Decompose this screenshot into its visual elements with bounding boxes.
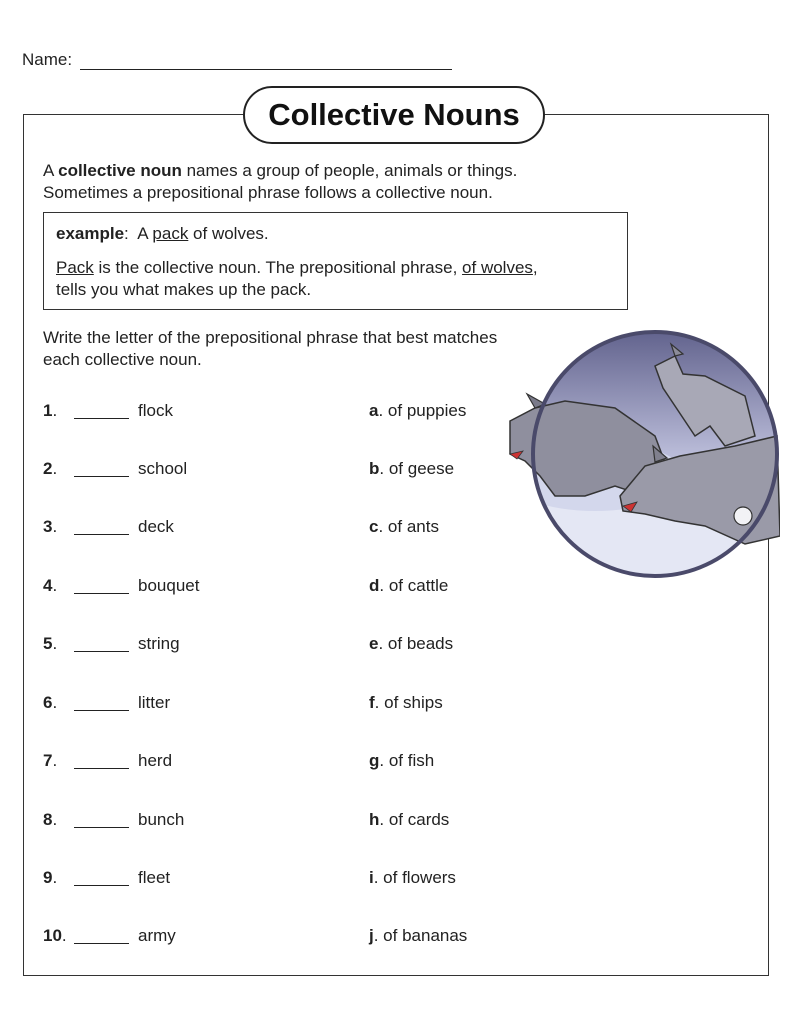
item-row: 4. bouquet d. of cattle [43, 576, 449, 595]
intro-text: A collective noun names a group of people, animals or things. Sometimes a prepositional phrase follows a collective noun. [43, 161, 518, 202]
item-row: 2. school b. of geese [43, 459, 455, 478]
answer-blank[interactable] [74, 885, 129, 886]
answer-blank[interactable] [74, 827, 129, 828]
worksheet-title: Collective Nouns [243, 86, 545, 144]
item-row: 6. litter f. of ships [43, 693, 443, 712]
name-label: Name: [22, 50, 73, 69]
example-explanation: Pack is the collective noun. The prepositional phrase, of wolves, tells you what makes up the pack. [56, 258, 538, 299]
answer-blank[interactable] [74, 534, 129, 535]
name-input-line[interactable] [80, 51, 452, 70]
item-row: 1. flock a. of puppies [43, 401, 467, 420]
item-row: 3. deck c. of ants [43, 517, 439, 536]
answer-blank[interactable] [74, 476, 129, 477]
answer-blank[interactable] [74, 768, 129, 769]
answer-blank[interactable] [74, 593, 129, 594]
example-box [43, 212, 628, 310]
answer-blank[interactable] [74, 943, 129, 944]
item-row: 9. fleet i. of flowers [43, 868, 456, 887]
item-row: 8. bunch h. of cards [43, 810, 450, 829]
instructions: Write the letter of the prepositional phrase that best matches each collective noun. [43, 328, 498, 369]
item-row: 5. string e. of beads [43, 634, 454, 653]
example-sentence: example: A pack of wolves. [56, 224, 269, 243]
item-row: 7. herd g. of fish [43, 751, 435, 770]
wolf-pack-illustration [505, 326, 780, 581]
answer-blank[interactable] [74, 418, 129, 419]
answer-blank[interactable] [74, 710, 129, 711]
name-field-row [22, 50, 452, 70]
answer-blank[interactable] [74, 651, 129, 652]
term-collective-noun: collective noun [58, 161, 182, 180]
item-row: 10. army j. of bananas [43, 926, 468, 945]
